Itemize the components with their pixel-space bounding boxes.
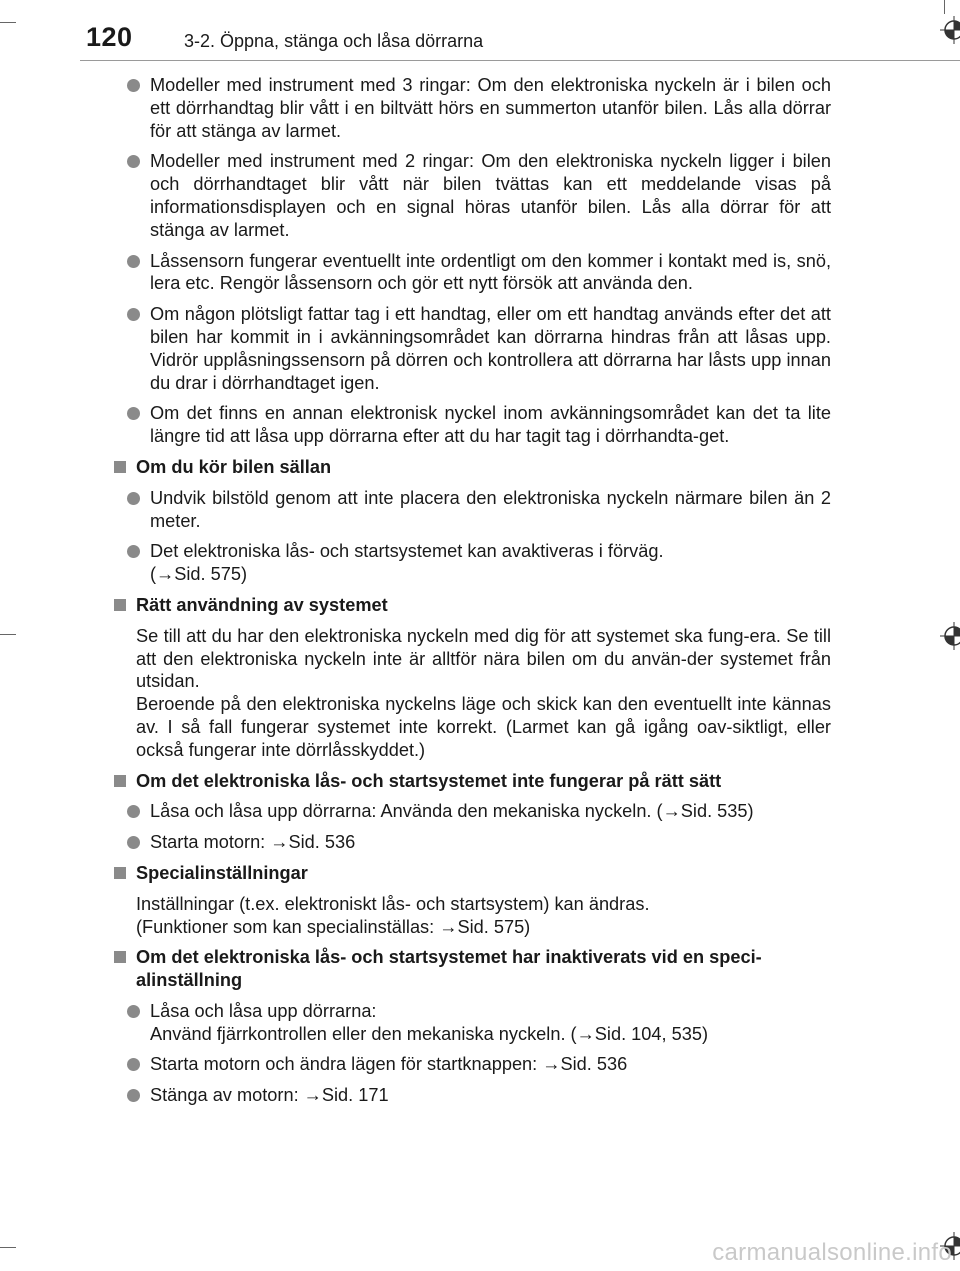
bullet-item (113, 250, 831, 296)
bullet-dot-icon (127, 407, 140, 420)
crop-mark (0, 22, 16, 23)
header-divider (80, 60, 960, 61)
section-heading (113, 770, 831, 793)
bullet-item (113, 1053, 831, 1076)
bullet-item (113, 303, 831, 394)
crop-mark (0, 1247, 16, 1248)
body-text: Låsa och låsa upp dörrarna: Använda den mekaniska nyckeln. (→Sid. 535) (150, 801, 754, 822)
square-bullet-icon (114, 951, 126, 963)
body-text: Stänga av motorn: →Sid. 171 (150, 1085, 389, 1106)
bullet-item (113, 800, 831, 823)
manual-body (113, 74, 831, 1115)
section-title: 3-2. Öppna, stänga och låsa dörrarna (184, 31, 484, 51)
bullet-dot-icon (127, 836, 140, 849)
bullet-dot-icon (127, 1089, 140, 1102)
square-bullet-icon (114, 775, 126, 787)
section-heading (113, 862, 831, 885)
crop-mark (0, 634, 16, 635)
section-heading (113, 946, 831, 992)
body-text: Starta motorn och ändra lägen för startknappen: →Sid. 536 (150, 1054, 628, 1075)
bullet-item (113, 150, 831, 241)
watermark: carmanualsonline.info (712, 1239, 952, 1266)
body-text-line: (Funktioner som kan specialinställas: →Sid. 575) (136, 916, 531, 937)
registration-mark-icon (940, 622, 960, 650)
body-text-line: (→Sid. 575) (150, 564, 248, 585)
paragraph (113, 625, 831, 762)
bullet-item (113, 487, 831, 533)
body-text: Om det finns en annan elektronisk nyckel inom avkänningsområdet kan det ta lite längre tid att låsa upp dörrarna efter att du har tagit tag i dörrhandta-get. (150, 403, 831, 447)
body-text-line: Det elektroniska lås- och startsystemet kan avaktiveras i förväg. (150, 541, 664, 562)
bullet-dot-icon (127, 308, 140, 321)
body-text-line: Se till att du har den elektroniska nyckeln med dig för att systemet ska fung-era. Se till att den elektroniska nyckeln inte är alltför nära bilen om du använ-der systemet från utsidan. (136, 625, 831, 692)
heading-text: Specialinställningar (136, 862, 308, 883)
square-bullet-icon (114, 461, 126, 473)
body-text: Undvik bilstöld genom att inte placera den elektroniska nyckeln närmare bilen än 2 meter. (150, 487, 831, 531)
bullet-dot-icon (127, 155, 140, 168)
paragraph (113, 893, 831, 939)
bullet-dot-icon (127, 545, 140, 558)
body-text: Modeller med instrument med 3 ringar: Om den elektroniska nyckeln är i bilen och ett dörrhandtag blir vått i en biltvätt hörs en summerton utanför bilen. Lås alla dörrar för att stänga av larmet. (150, 75, 831, 141)
body-text: Starta motorn: →Sid. 536 (150, 832, 356, 853)
square-bullet-icon (114, 867, 126, 879)
heading-text: Om du kör bilen sällan (136, 456, 332, 477)
bullet-item (113, 74, 831, 142)
bullet-dot-icon (127, 255, 140, 268)
body-text-line: Inställningar (t.ex. elektroniskt lås- och startsystem) kan ändras. (136, 893, 650, 914)
bullet-item (113, 402, 831, 448)
bullet-dot-icon (127, 1005, 140, 1018)
body-text: Låssensorn fungerar eventuellt inte ordentligt om den kommer i kontakt med is, snö, lera etc. Rengör låssensorn och gör ett nytt försök att använda den. (150, 250, 831, 294)
bullet-dot-icon (127, 805, 140, 818)
section-heading (113, 456, 831, 479)
body-text-line: Låsa och låsa upp dörrarna: (150, 1000, 377, 1021)
bullet-dot-icon (127, 492, 140, 505)
heading-text: Rätt användning av systemet (136, 594, 388, 615)
heading-text: Om det elektroniska lås- och startsystemet har inaktiverats vid en speci-alinställning (136, 947, 762, 991)
bullet-item (113, 540, 831, 586)
section-heading (113, 594, 831, 617)
body-text: Modeller med instrument med 2 ringar: Om den elektroniska nyckeln ligger i bilen och dörrhandtaget blir vått när bilen tvättas kan ett meddelande visas på informationsdisplayen och en signal höras utanför bilen. Lås alla dörrar för att stänga av larmet. (150, 151, 831, 240)
bullet-item (113, 1084, 831, 1107)
page-number: 120 (86, 22, 133, 52)
bullet-dot-icon (127, 1058, 140, 1071)
body-text-line: Beroende på den elektroniska nyckelns läge och skick kan den eventuellt inte kännas av. I så fall fungerar systemet inte korrekt. (Larmet kan gå igång oav-siktligt, eller också fungerar inte dörrlåsskyddet.) (136, 694, 831, 760)
body-text: Om någon plötsligt fattar tag i ett handtag, eller om ett handtag används efter det att bilen har kommit in i avkänningsområdet kan dörrarna hindras från att låsas upp. Vidrör upplåsningssensorn på dörren och kontrollera att dörrarna har låsts upp innan du drar i dörrhandtaget igen. (150, 304, 831, 393)
bullet-item (113, 831, 831, 854)
heading-text: Om det elektroniska lås- och startsystemet inte fungerar på rätt sätt (136, 770, 722, 791)
registration-mark-icon (940, 16, 960, 44)
body-text-line: Använd fjärrkontrollen eller den mekaniska nyckeln. (→Sid. 104, 535) (150, 1023, 709, 1044)
square-bullet-icon (114, 599, 126, 611)
crop-mark (944, 0, 945, 14)
bullet-dot-icon (127, 79, 140, 92)
bullet-item (113, 1000, 831, 1046)
